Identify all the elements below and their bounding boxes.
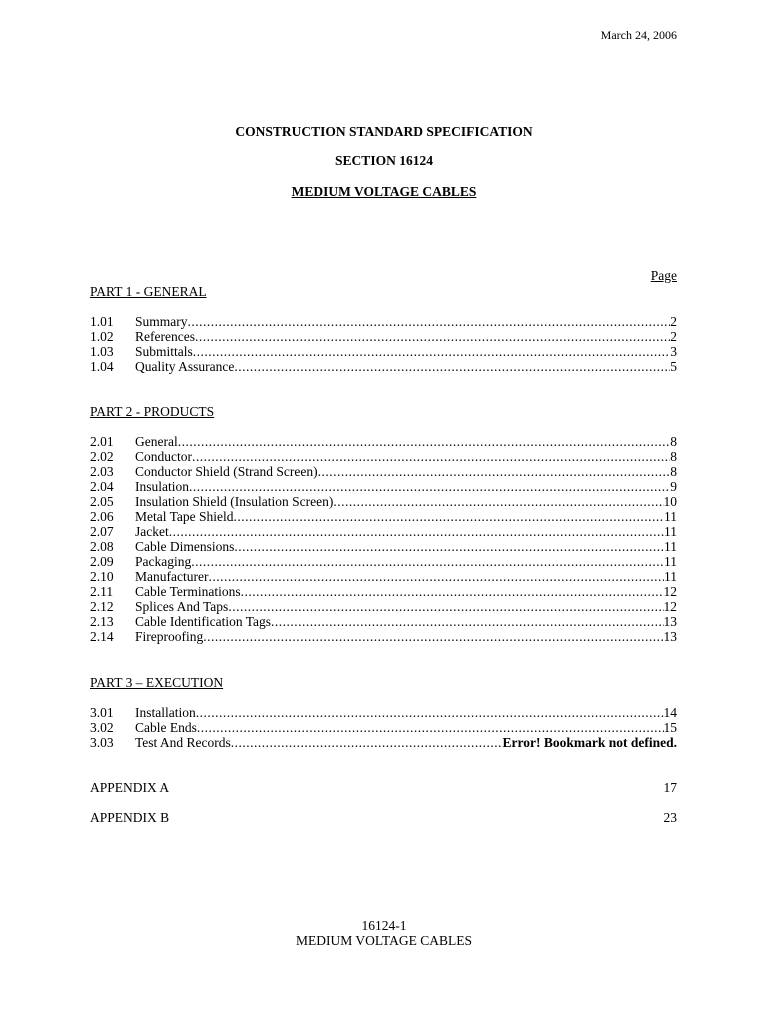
toc-title: Fireproofing bbox=[135, 629, 204, 644]
toc-title: Conductor bbox=[135, 449, 192, 464]
toc-title: Manufacturer bbox=[135, 569, 209, 584]
toc-page: 13 bbox=[663, 614, 677, 629]
toc-page: 13 bbox=[663, 629, 677, 644]
toc-leader bbox=[234, 539, 664, 554]
toc-leader bbox=[208, 569, 664, 584]
part-1-heading: PART 1 - GENERAL bbox=[90, 284, 207, 299]
toc-row[interactable] bbox=[90, 584, 677, 599]
toc-page: 2 bbox=[670, 314, 677, 329]
toc-leader bbox=[203, 629, 663, 644]
toc-title: General bbox=[135, 434, 178, 449]
part-2-toc bbox=[90, 434, 677, 644]
toc-page: 11 bbox=[664, 524, 677, 539]
footer-page-number: 16124-1 bbox=[361, 918, 407, 933]
toc-row[interactable] bbox=[90, 720, 677, 735]
toc-title: Cable Dimensions bbox=[135, 539, 235, 554]
toc-number: 2.11 bbox=[90, 584, 114, 599]
part-3-toc bbox=[90, 705, 677, 750]
toc-leader bbox=[195, 329, 670, 344]
spec-title: CONSTRUCTION STANDARD SPECIFICATION bbox=[235, 124, 533, 139]
toc-row[interactable] bbox=[90, 494, 677, 509]
toc-number: 1.04 bbox=[90, 359, 114, 374]
toc-title: Submittals bbox=[135, 344, 193, 359]
toc-number: 2.06 bbox=[90, 509, 114, 524]
toc-row[interactable] bbox=[90, 329, 677, 344]
toc-title: Cable Ends bbox=[135, 720, 197, 735]
toc-number: 2.05 bbox=[90, 494, 114, 509]
toc-leader bbox=[189, 479, 670, 494]
toc-row[interactable] bbox=[90, 344, 677, 359]
toc-number: 2.02 bbox=[90, 449, 114, 464]
toc-leader bbox=[271, 614, 663, 629]
footer-section-title: MEDIUM VOLTAGE CABLES bbox=[296, 933, 472, 948]
toc-page: 11 bbox=[664, 554, 677, 569]
toc-row[interactable] bbox=[90, 314, 677, 329]
toc-row[interactable] bbox=[90, 599, 677, 614]
document-date: March 24, 2006 bbox=[600, 28, 677, 42]
toc-title: References bbox=[135, 329, 195, 344]
toc-page: 8 bbox=[670, 434, 677, 449]
toc-number: 2.10 bbox=[90, 569, 114, 584]
part-3-heading: PART 3 – EXECUTION bbox=[90, 675, 224, 690]
toc-title: Insulation bbox=[135, 479, 189, 494]
toc-row[interactable] bbox=[90, 629, 677, 644]
toc-row[interactable] bbox=[90, 434, 677, 449]
toc-number: 2.14 bbox=[90, 629, 114, 644]
toc-number: 3.03 bbox=[90, 735, 114, 750]
toc-page: 14 bbox=[663, 705, 677, 720]
toc-page: 15 bbox=[663, 720, 677, 735]
toc-title: Installation bbox=[135, 705, 196, 720]
toc-title: Cable Terminations bbox=[135, 584, 241, 599]
toc-page: 11 bbox=[664, 569, 677, 584]
toc-title: Conductor Shield (Strand Screen) bbox=[135, 464, 318, 479]
appendix-page: 23 bbox=[663, 810, 677, 825]
toc-page: 3 bbox=[670, 344, 677, 359]
toc-leader bbox=[192, 449, 670, 464]
toc-page: 12 bbox=[663, 599, 677, 614]
toc-number: 2.12 bbox=[90, 599, 114, 614]
toc-leader bbox=[178, 434, 671, 449]
toc-row[interactable] bbox=[90, 539, 677, 554]
toc-page: 5 bbox=[670, 359, 677, 374]
toc-number: 2.01 bbox=[90, 434, 114, 449]
toc-title: Jacket bbox=[135, 524, 169, 539]
toc-number: 2.07 bbox=[90, 524, 114, 539]
toc-page: 8 bbox=[670, 464, 677, 479]
toc-title: Cable Identification Tags bbox=[135, 614, 272, 629]
toc-page: 2 bbox=[670, 329, 677, 344]
toc-number: 1.02 bbox=[90, 329, 114, 344]
toc-number: 1.03 bbox=[90, 344, 114, 359]
toc-row[interactable] bbox=[90, 524, 677, 539]
toc-page: 11 bbox=[664, 539, 677, 554]
toc-leader bbox=[169, 524, 664, 539]
toc-leader bbox=[241, 584, 664, 599]
toc-number: 2.09 bbox=[90, 554, 114, 569]
toc-page: 11 bbox=[664, 509, 677, 524]
toc-number: 3.01 bbox=[90, 705, 114, 720]
toc-leader bbox=[333, 494, 663, 509]
toc-page: 10 bbox=[663, 494, 677, 509]
toc-number: 3.02 bbox=[90, 720, 114, 735]
appendix-title: APPENDIX A bbox=[90, 780, 170, 795]
appendix-a-row[interactable] bbox=[90, 780, 677, 796]
toc-title: Quality Assurance bbox=[135, 359, 235, 374]
toc-title: Summary bbox=[135, 314, 188, 329]
toc-row[interactable] bbox=[90, 464, 677, 479]
toc-leader bbox=[188, 314, 671, 329]
toc-title: Packaging bbox=[135, 554, 192, 569]
toc-row[interactable] bbox=[90, 359, 677, 374]
toc-row[interactable] bbox=[90, 614, 677, 629]
toc-number: 2.08 bbox=[90, 539, 114, 554]
toc-page-error: Error! Bookmark not defined. bbox=[502, 735, 677, 750]
toc-leader bbox=[234, 359, 670, 374]
toc-leader bbox=[228, 599, 663, 614]
toc-leader bbox=[231, 735, 503, 750]
appendix-title: APPENDIX B bbox=[90, 810, 170, 825]
part-1-toc bbox=[90, 314, 677, 374]
toc-row[interactable] bbox=[90, 569, 677, 584]
toc-number: 2.03 bbox=[90, 464, 114, 479]
toc-number: 2.04 bbox=[90, 479, 114, 494]
toc-title: Insulation Shield (Insulation Screen) bbox=[135, 494, 334, 509]
toc-row[interactable] bbox=[90, 479, 677, 494]
toc-leader bbox=[191, 554, 664, 569]
toc-leader bbox=[234, 509, 664, 524]
toc-leader bbox=[196, 705, 664, 720]
appendix-page: 17 bbox=[663, 780, 677, 795]
section-number: SECTION 16124 bbox=[335, 153, 433, 168]
toc-row[interactable] bbox=[90, 554, 677, 569]
toc-leader bbox=[318, 464, 671, 479]
toc-title: Splices And Taps bbox=[135, 599, 229, 614]
toc-page: 8 bbox=[670, 449, 677, 464]
toc-number: 2.13 bbox=[90, 614, 114, 629]
toc-title: Test And Records bbox=[135, 735, 231, 750]
toc-page: 12 bbox=[663, 584, 677, 599]
toc-row[interactable] bbox=[90, 509, 677, 524]
toc-leader bbox=[193, 344, 670, 359]
section-title bbox=[0, 184, 768, 200]
toc-row[interactable] bbox=[90, 449, 677, 464]
toc-leader bbox=[197, 720, 664, 735]
page-column-label: Page bbox=[650, 268, 677, 283]
toc-row[interactable] bbox=[90, 705, 677, 720]
toc-title: Metal Tape Shield bbox=[135, 509, 234, 524]
toc-page: 9 bbox=[670, 479, 677, 494]
section-title-text: MEDIUM VOLTAGE CABLES bbox=[291, 184, 477, 199]
toc-row[interactable] bbox=[90, 735, 677, 750]
toc-number: 1.01 bbox=[90, 314, 114, 329]
part-2-heading: PART 2 - PRODUCTS bbox=[90, 404, 215, 419]
appendix-b-row[interactable] bbox=[90, 810, 677, 826]
